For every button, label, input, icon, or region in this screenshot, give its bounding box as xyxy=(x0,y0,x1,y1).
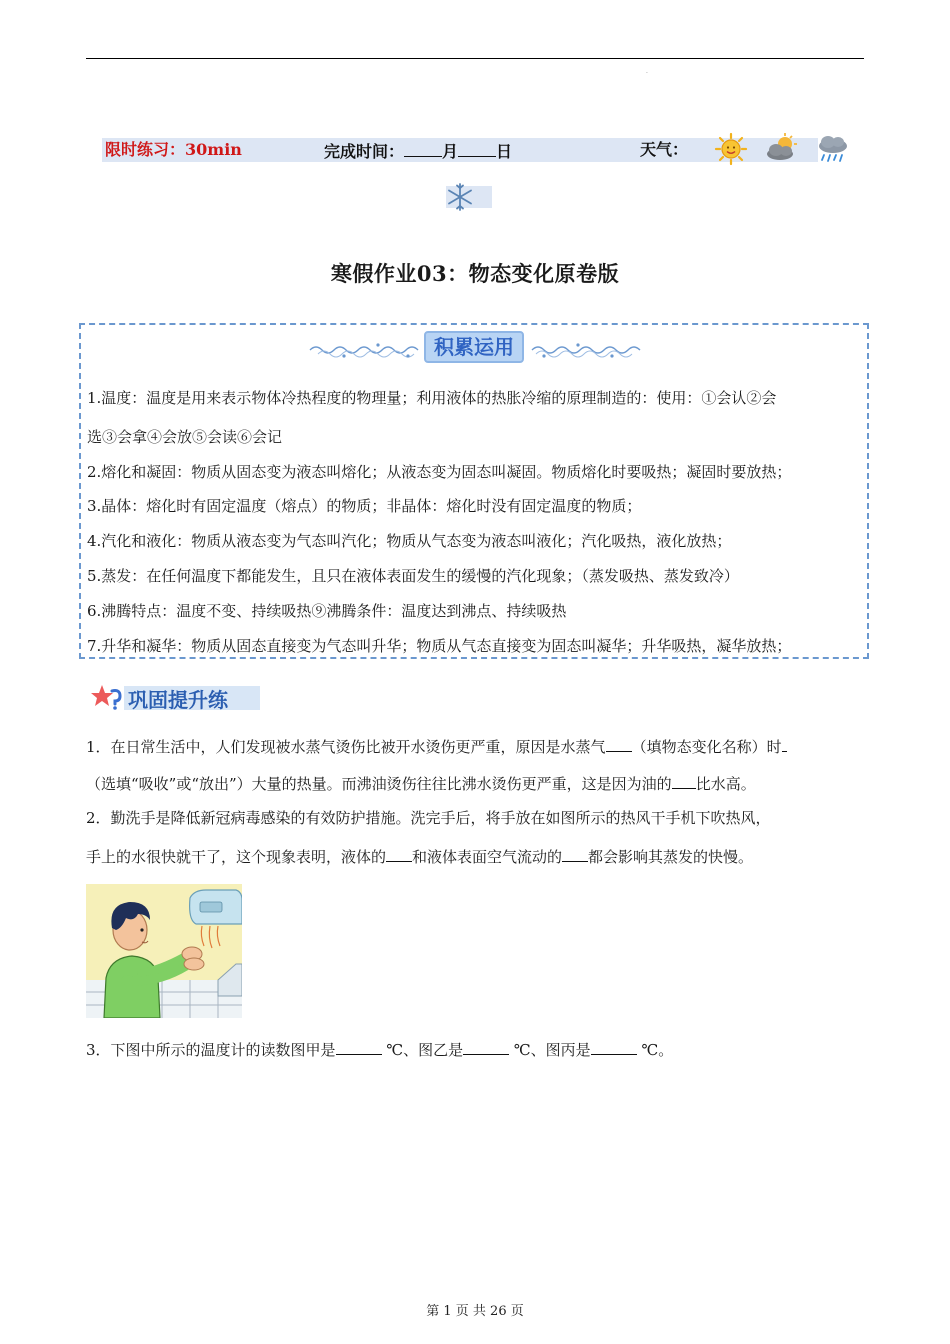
q3-text-b: ℃、图乙是 xyxy=(386,1041,464,1059)
sun-cloud-icon xyxy=(764,132,800,166)
sun-icon xyxy=(713,132,749,166)
question-1-line-2 xyxy=(86,772,756,795)
q1-text-b: （填物态变化名称）时 xyxy=(631,738,782,756)
page-title: 寒假作业03：物态变化原卷版 xyxy=(330,261,620,286)
day-blank xyxy=(458,140,496,157)
question-1-line-1 xyxy=(86,735,787,758)
summary-line-1: 1.温度：温度是用来表示物体冷热程度的物理量；利用液体的热胀冷缩的原理制造的：使用：①会认②会 xyxy=(87,389,777,407)
q3-text-a: 3．下图中所示的温度计的读数图甲是 xyxy=(86,1041,336,1059)
q2-text-b: 手上的水很快就干了，这个现象表明，液体的 xyxy=(86,848,387,866)
header-dot: · xyxy=(646,70,648,77)
hand-dryer-illustration xyxy=(86,884,242,1018)
day-label: 日 xyxy=(496,142,513,161)
question-3 xyxy=(86,1038,673,1061)
completion-label: 完成时间： xyxy=(324,142,405,161)
wave-ornament-left xyxy=(308,340,420,360)
summary-line-4: 3.晶体：熔化时有固定温度（熔点）的物质；非晶体：熔化时没有固定温度的物质； xyxy=(87,497,642,515)
q3-blank-3 xyxy=(591,1038,637,1055)
q1-blank-1 xyxy=(606,735,632,752)
page-footer: 第 1 页 共 26 页 xyxy=(426,1304,524,1319)
weather-label: 天气： xyxy=(640,140,689,159)
snowflake-icon xyxy=(446,182,474,212)
summary-line-2: 选③会拿④会放⑤会读⑥会记 xyxy=(87,428,283,446)
q3-text-d: ℃。 xyxy=(641,1041,674,1059)
q2-text-d: 都会影响其蒸发的快慢。 xyxy=(588,848,754,866)
summary-line-8: 7.升华和凝华：物质从固态直接变为气态叫升华；物质从气态直接变为固态叫凝华；升华吸热，凝华放热； xyxy=(87,637,792,655)
summary-line-3: 2.熔化和凝固：物质从固态变为液态叫熔化；从液态变为固态叫凝固。物质熔化时要吸热；凝固时要放热； xyxy=(87,463,792,481)
month-label: 月 xyxy=(442,142,459,161)
time-limit-label: 限时练习：30min xyxy=(105,140,242,159)
q3-text-c: ℃、图丙是 xyxy=(513,1041,591,1059)
q2-blank-2 xyxy=(562,845,588,862)
star-icon xyxy=(90,683,124,711)
summary-line-6: 5.蒸发：在任何温度下都能发生，且只在液体表面发生的缓慢的汽化现象；（蒸发吸热、蒸发致冷） xyxy=(87,567,739,585)
wave-ornament-right xyxy=(530,340,642,360)
practice-heading: 巩固提升练 xyxy=(128,688,228,712)
q1-text-d: 比水高。 xyxy=(695,775,756,793)
summary-heading: 积累运用 xyxy=(424,331,524,363)
rain-cloud-icon xyxy=(815,132,851,166)
q2-text-c: 和液体表面空气流动的 xyxy=(412,848,563,866)
summary-line-5: 4.汽化和液化：物质从液态变为气态叫汽化；物质从气态变为液态叫液化；汽化吸热，液化放热； xyxy=(87,532,732,550)
q3-blank-1 xyxy=(336,1038,382,1055)
q3-blank-2 xyxy=(463,1038,509,1055)
completion-time xyxy=(324,140,512,162)
header-rule xyxy=(86,58,864,59)
q1-text-c: （选填“吸收”或“放出”）大量的热量。而沸油烫伤往往比沸水烫伤更严重，这是因为油的 xyxy=(86,775,672,793)
q1-blank-3 xyxy=(672,772,696,789)
question-2-line-2 xyxy=(86,845,753,868)
question-2-line-1: 2．勤洗手是降低新冠病毒感染的有效防护措施。洗完手后，将手放在如图所示的热风干手机下吹热风， xyxy=(86,809,771,827)
q2-blank-1 xyxy=(386,845,412,862)
month-blank xyxy=(404,140,442,157)
summary-line-7: 6.沸腾特点：温度不变、持续吸热⑨沸腾条件：温度达到沸点、持续吸热 xyxy=(87,602,567,620)
q1-text-a: 1．在日常生活中，人们发现被水蒸气烫伤比被开水烫伤更严重，原因是水蒸气 xyxy=(86,738,606,756)
q1-blank-2 xyxy=(782,735,787,752)
